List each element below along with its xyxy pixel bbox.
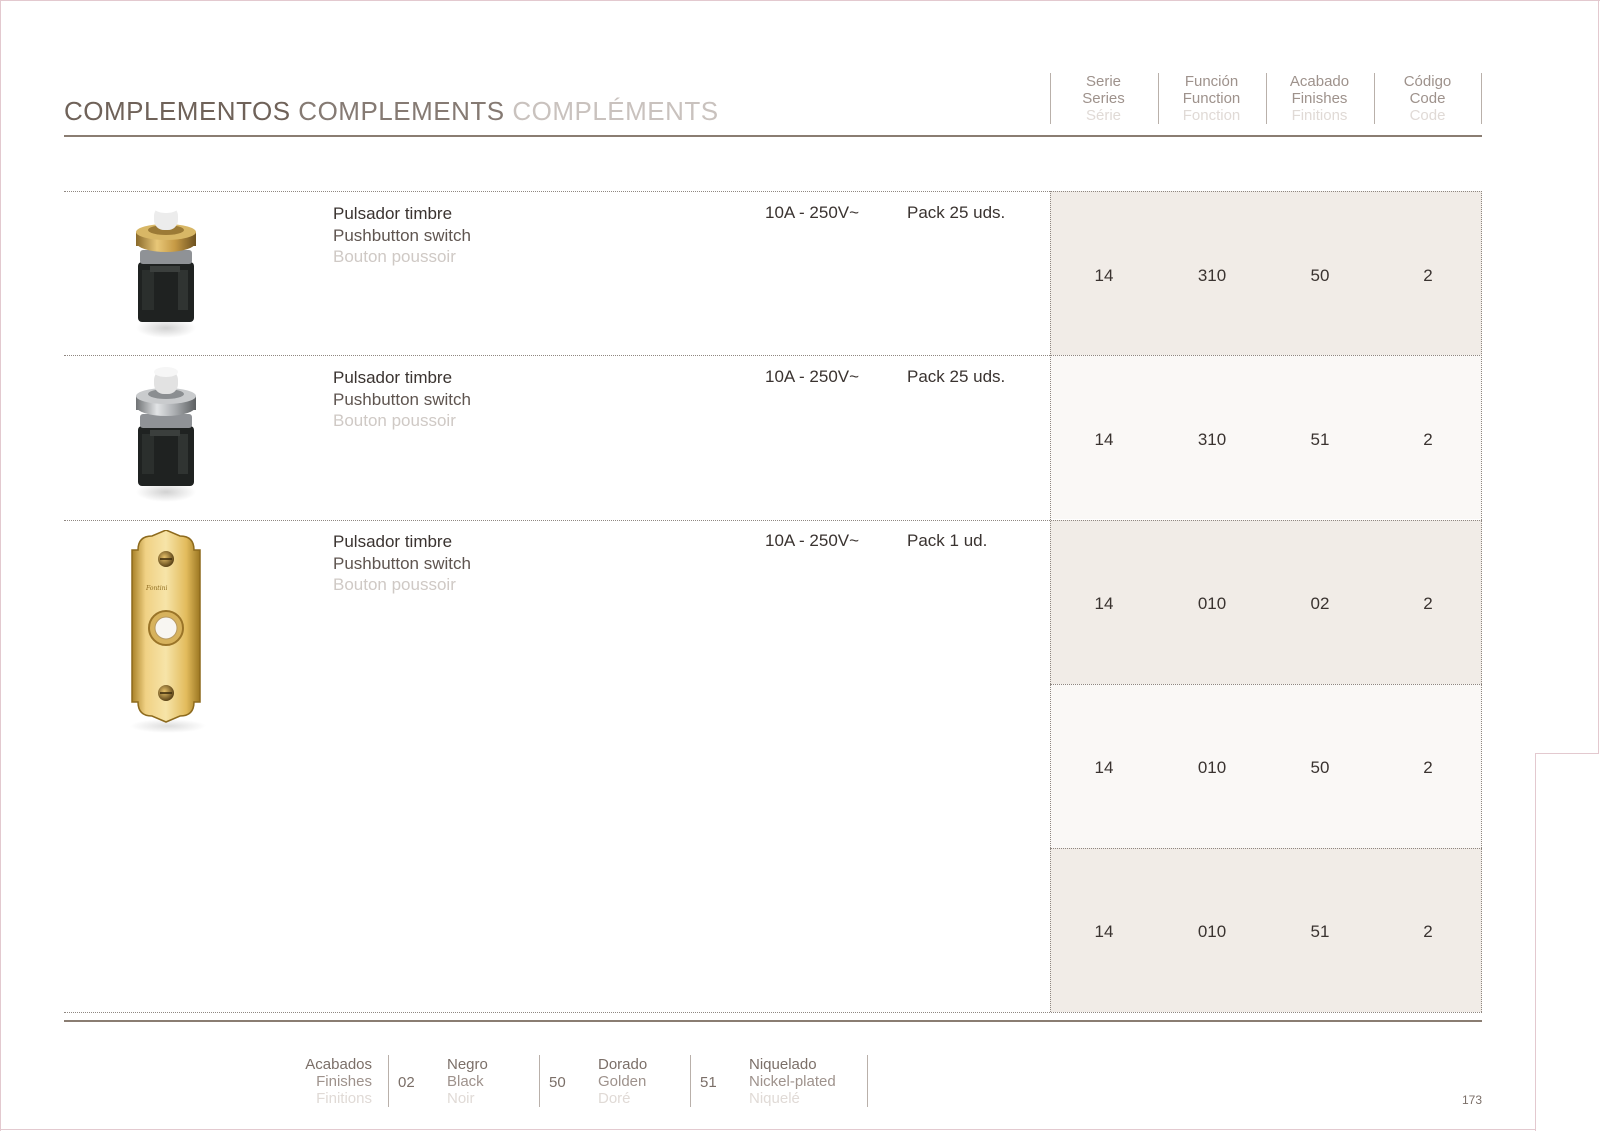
code-series: 14 [1094,922,1114,941]
product-name-fr: Bouton poussoir [333,575,456,594]
page-number: 173 [1462,1093,1483,1107]
product-name-es: Pulsador timbre [333,204,453,223]
product-spec: 10A - 250V~ [765,367,860,386]
page-edge [0,0,1600,1]
finishes-label-es: Acabados [305,1056,372,1073]
page-edge [1535,753,1599,754]
finishes-label-fr: Finitions [316,1090,372,1107]
pushbutton-nickel-icon [126,364,206,509]
code-finish: 50 [1310,266,1330,285]
product-name-en: Pushbutton switch [333,225,471,245]
finish-item [749,1056,836,1107]
footer-rule [64,1020,1482,1022]
page-title [64,96,719,127]
header-separator [1481,73,1482,124]
pushbutton-brass-icon [126,200,206,345]
footer-separator [867,1055,868,1107]
column-label-es: Serie [1085,73,1122,90]
product-name [333,367,471,432]
column-label-es: Código [1403,73,1452,90]
column-label-en: Finishes [1291,90,1348,107]
code-code: 2 [1423,266,1433,285]
finish-name-fr: Noir [447,1090,475,1107]
code-finish: 51 [1310,430,1330,449]
code-code: 2 [1423,758,1433,777]
product-name-fr: Bouton poussoir [333,411,456,430]
title-fr: COMPLÉMENTS [512,96,719,126]
finishes-label [300,1056,372,1107]
finish-name-en: Nickel-plated [749,1073,836,1090]
code-function: 010 [1197,594,1227,613]
footer-separator [388,1055,389,1107]
column-label-es: Función [1184,73,1239,90]
column-header-finish [1266,73,1373,125]
finish-name-fr: Doré [598,1090,631,1107]
code-function: 010 [1197,758,1227,777]
product-pack: Pack 1 ud. [907,531,988,550]
code-series: 14 [1094,758,1114,777]
title-en: COMPLEMENTS [298,96,505,126]
footer-separator [690,1055,691,1107]
finish-item [598,1056,647,1107]
header-rule [64,135,1482,137]
finish-name-fr: Niquelé [749,1090,800,1107]
product-name-es: Pulsador timbre [333,368,453,387]
row-divider [64,520,1482,521]
finish-code: 50 [549,1074,566,1091]
column-header-series [1050,73,1157,125]
row-divider [64,191,1482,192]
code-code: 2 [1423,922,1433,941]
page-edge [1598,0,1599,754]
code-function: 010 [1197,922,1227,941]
code-code: 2 [1423,430,1433,449]
page-edge [1535,753,1536,1131]
product-name-fr: Bouton poussoir [333,247,456,266]
product-pack: Pack 25 uds. [907,367,1006,386]
row-divider [64,355,1482,356]
product-name-en: Pushbutton switch [333,389,471,409]
code-finish: 50 [1310,758,1330,777]
product-name [333,203,471,268]
page-edge [0,0,1,1131]
finish-name-es: Negro [447,1056,488,1073]
column-header-code [1374,73,1481,125]
product-name-es: Pulsador timbre [333,532,453,551]
column-label-es: Acabado [1289,73,1350,90]
column-label-en: Code [1409,90,1446,107]
product-pack: Pack 25 uds. [907,203,1006,222]
finish-name-es: Dorado [598,1056,648,1073]
column-label-fr: Série [1085,107,1122,124]
product-name [333,531,471,596]
column-label-fr: Code [1409,107,1446,124]
finish-code: 51 [700,1074,717,1091]
code-series: 14 [1094,266,1114,285]
title-es: COMPLEMENTOS [64,96,291,126]
finish-code: 02 [398,1074,415,1091]
column-label-en: Series [1082,90,1125,107]
code-finish: 02 [1310,594,1330,613]
row-divider [1050,848,1482,849]
doorbell-plate-icon [116,530,216,735]
row-divider [1050,684,1482,685]
code-finish: 51 [1310,922,1330,941]
finishes-label-en: Finishes [316,1073,372,1090]
product-name-en: Pushbutton switch [333,553,471,573]
column-header-function [1158,73,1265,125]
product-spec: 10A - 250V~ [765,531,860,550]
row-divider [64,1012,1482,1013]
footer-separator [539,1055,540,1107]
code-function: 310 [1197,430,1227,449]
product-spec: 10A - 250V~ [765,203,860,222]
code-series: 14 [1094,594,1114,613]
code-series: 14 [1094,430,1114,449]
finish-name-en: Black [447,1073,484,1090]
code-code: 2 [1423,594,1433,613]
code-function: 310 [1197,266,1227,285]
finish-name-es: Niquelado [749,1056,817,1073]
column-label-fr: Fonction [1182,107,1241,124]
finish-item [447,1056,488,1107]
page-edge [0,1129,1536,1130]
column-label-fr: Finitions [1291,107,1348,124]
column-label-en: Function [1182,90,1241,107]
svg-text:Fontini: Fontini [146,585,168,592]
finish-name-en: Golden [598,1073,647,1090]
